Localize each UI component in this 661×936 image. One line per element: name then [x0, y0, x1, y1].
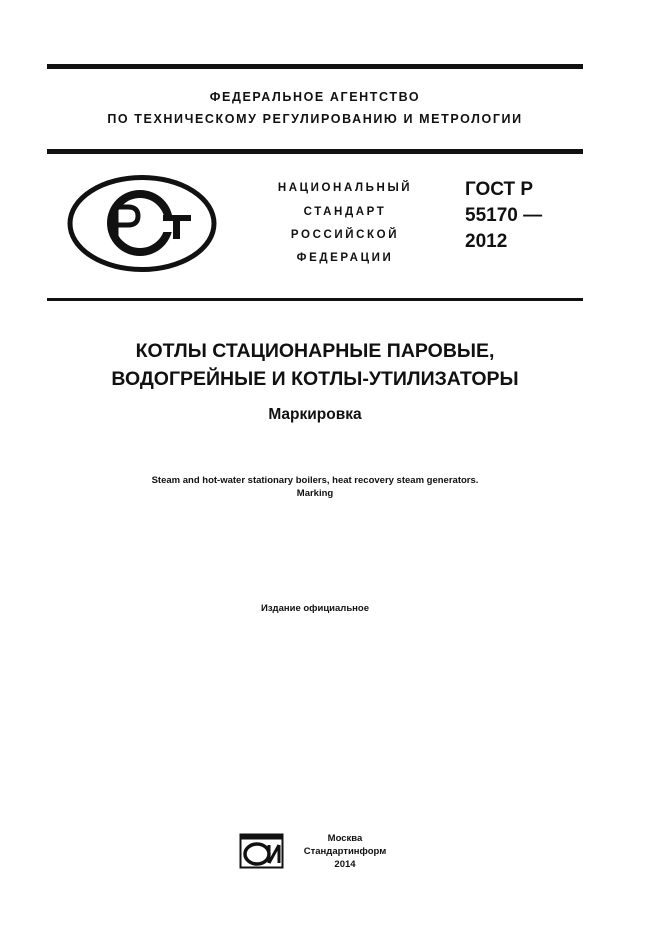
english-title-line-1: Steam and hot-water stationary boilers, heat recovery steam generators.: [151, 475, 479, 486]
agency-bottom-rule: [47, 149, 583, 154]
english-title-line-2: Marking: [296, 488, 334, 499]
agency-line-1: ФЕДЕРАЛЬНОЕ АГЕНТСТВО: [209, 90, 421, 104]
rst-gost-emblem-icon: [67, 175, 217, 272]
top-rule: [47, 64, 583, 69]
standard-line-2: СТАНДАРТ: [303, 206, 387, 218]
edition-label: Издание официальное: [261, 603, 369, 614]
publisher-name: Стандартинформ: [303, 846, 387, 857]
standard-line-4: ФЕДЕРАЦИИ: [296, 252, 394, 264]
document-title-line-1: КОТЛЫ СТАЦИОНАРНЫЕ ПАРОВЫЕ,: [135, 340, 495, 362]
publisher-city: Москва: [327, 833, 363, 844]
standard-line-3: РОССИЙСКОЙ: [290, 229, 400, 241]
standard-line-1: НАЦИОНАЛЬНЫЙ: [277, 182, 413, 194]
gost-designation-line-1: ГОСТ Р: [465, 179, 534, 200]
publication-year: 2014: [334, 859, 356, 870]
document-title-line-2: ВОДОГРЕЙНЫЕ И КОТЛЫ-УТИЛИЗАТОРЫ: [111, 368, 519, 390]
gost-designation-line-3: 2012: [465, 231, 508, 252]
agency-line-2: ПО ТЕХНИЧЕСКОМУ РЕГУЛИРОВАНИЮ И МЕТРОЛОГИИ: [107, 112, 523, 126]
document-subtitle: Маркировка: [268, 406, 362, 423]
standartinform-logo-icon: [239, 833, 284, 869]
header-bottom-rule: [47, 298, 583, 301]
gost-designation-line-2: 55170 —: [465, 205, 543, 226]
